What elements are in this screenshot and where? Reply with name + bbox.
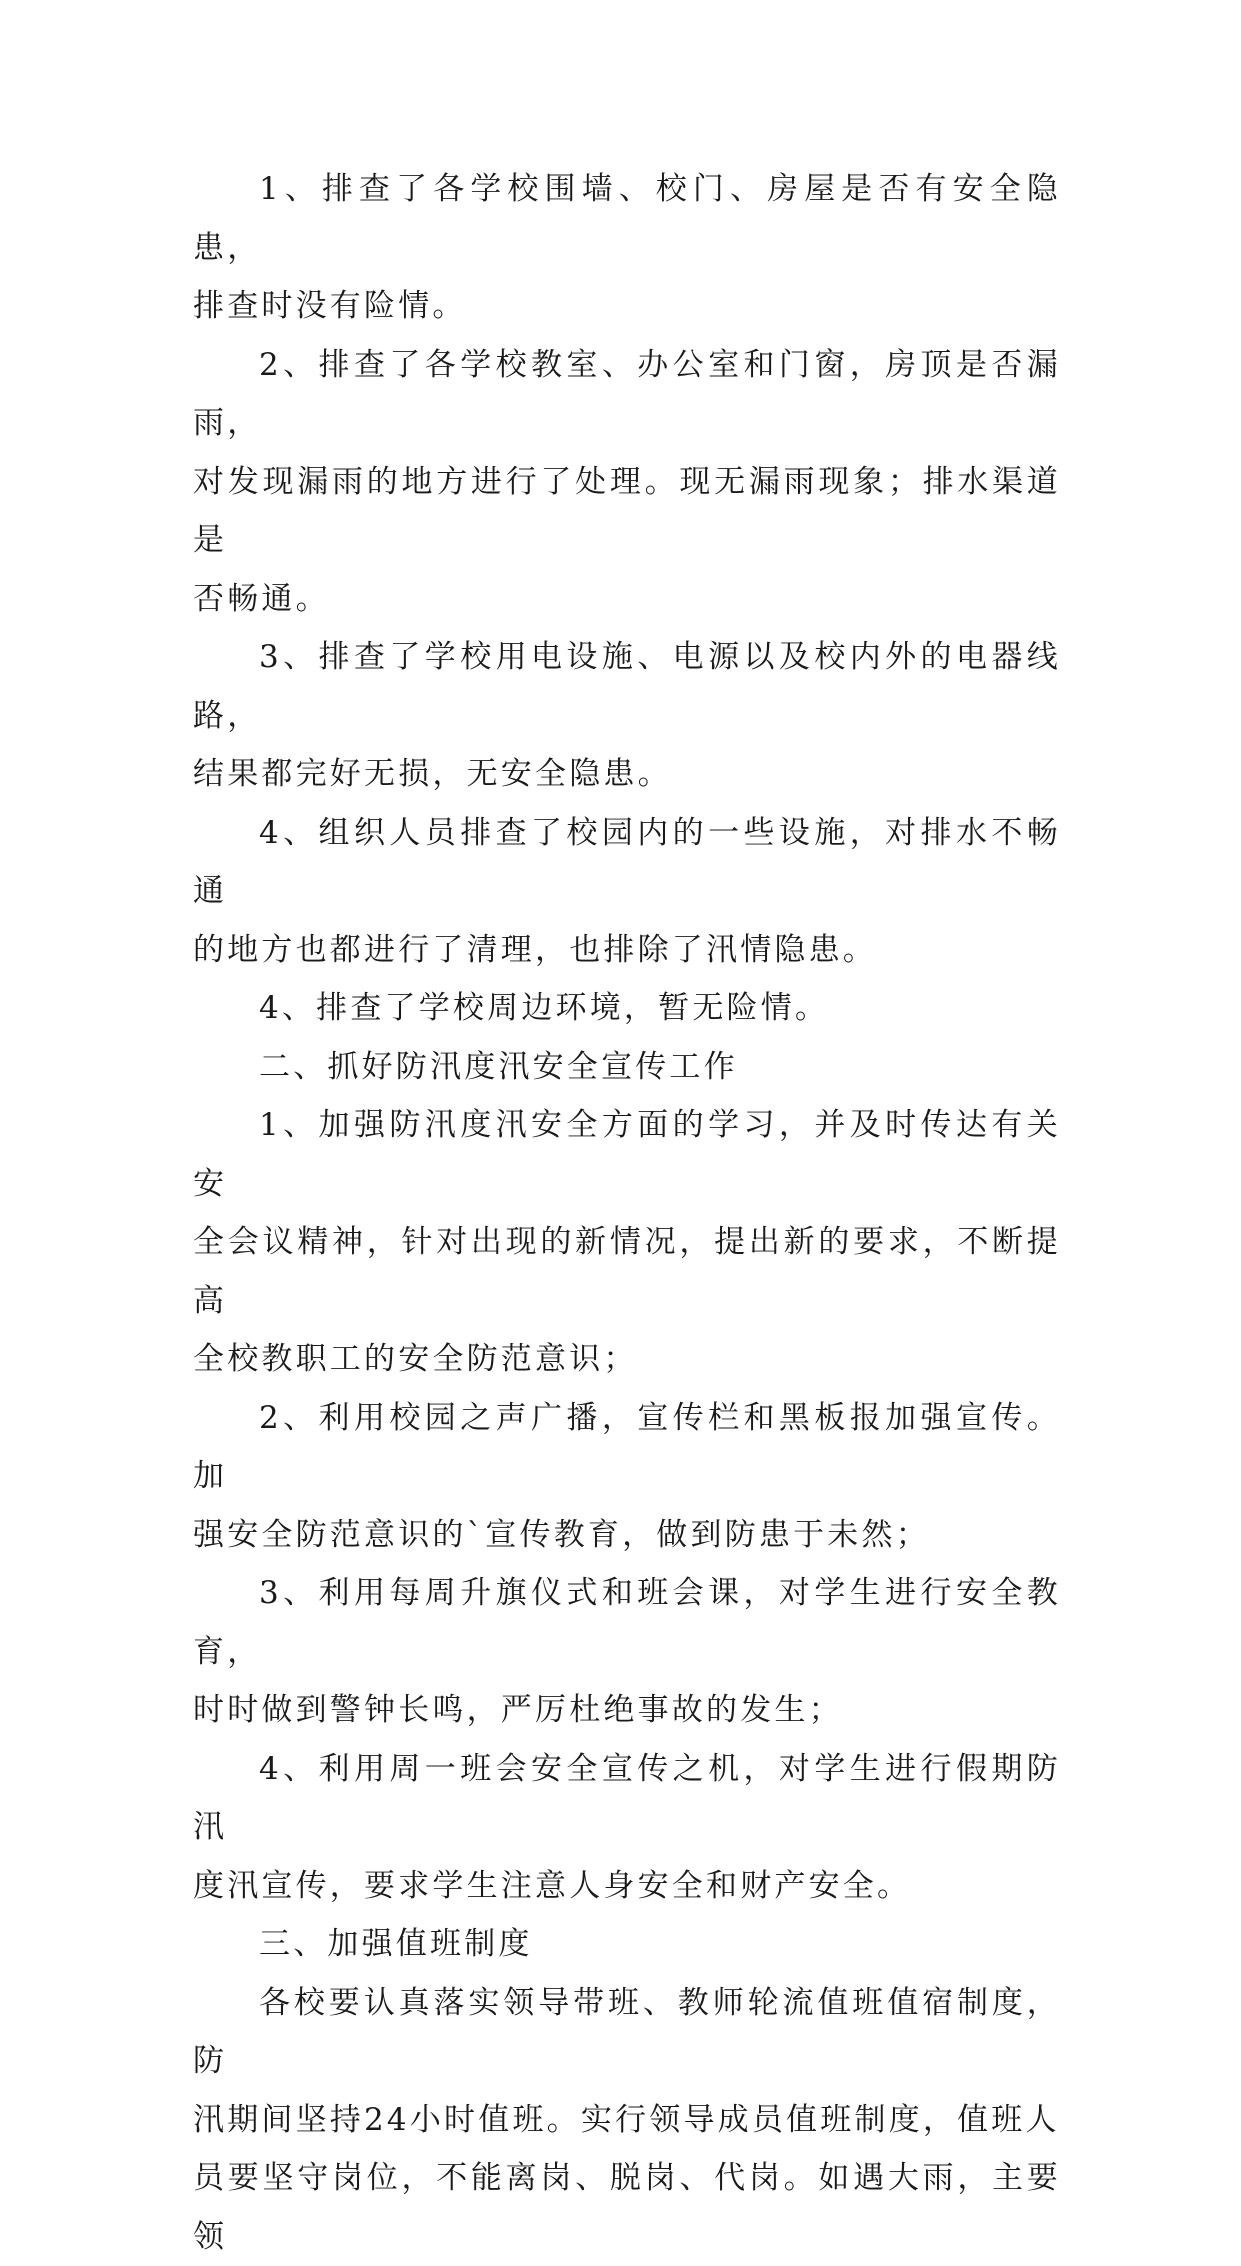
text-line: 全校教职工的安全防范意识； (193, 1330, 1061, 1389)
paragraph-publicity-broadcast (193, 1389, 1061, 1565)
paragraph-inspection-roofs (193, 336, 1061, 629)
text-line: 度汛宣传，要求学生注意人身安全和财产安全。 (193, 1857, 1061, 1916)
paragraph-inspection-electrical (193, 628, 1061, 804)
text-line: 4、利用周一班会安全宣传之机，对学生进行假期防汛 (193, 1740, 1061, 1857)
paragraph-publicity-study (193, 1096, 1061, 1389)
text-line: 否畅通。 (193, 570, 1061, 629)
text-line: 时时做到警钟长鸣，严厉杜绝事故的发生； (193, 1681, 1061, 1740)
text-line: 2、排查了各学校教室、办公室和门窗，房顶是否漏雨， (193, 336, 1061, 453)
paragraph-inspection-facilities (193, 804, 1061, 980)
text-line: 3、排查了学校用电设施、电源以及校内外的电器线路， (193, 628, 1061, 745)
section-heading: 三、加强值班制度 (193, 1915, 1061, 1974)
paragraph-duty-system (193, 1974, 1061, 2266)
text-line: 对发现漏雨的地方进行了处理。现无漏雨现象；排水渠道是 (193, 453, 1061, 570)
section-heading: 二、抓好防汛度汛安全宣传工作 (193, 1038, 1061, 1097)
paragraph-inspection-surroundings (193, 979, 1061, 1038)
document-body (193, 160, 1061, 2266)
text-line: 3、利用每周升旗仪式和班会课，对学生进行安全教育， (193, 1564, 1061, 1681)
text-line: 全会议精神，针对出现的新情况，提出新的要求，不断提高 (193, 1213, 1061, 1330)
text-line: 2、利用校园之声广播，宣传栏和黑板报加强宣传。加 (193, 1389, 1061, 1506)
section-heading-publicity (193, 1038, 1061, 1097)
text-line: 结果都完好无损，无安全隐患。 (193, 745, 1061, 804)
text-line: 排查时没有险情。 (193, 277, 1061, 336)
text-line: 员要坚守岗位，不能离岗、脱岗、代岗。如遇大雨，主要领 (193, 2149, 1061, 2266)
text-line: 1、排查了各学校围墙、校门、房屋是否有安全隐患， (193, 160, 1061, 277)
section-heading-duty (193, 1915, 1061, 1974)
text-line: 汛期间坚持24小时值班。实行领导成员值班制度，值班人 (193, 2091, 1061, 2150)
paragraph-publicity-flag-ceremony (193, 1564, 1061, 1740)
text-line: 的地方也都进行了清理，也排除了汛情隐患。 (193, 921, 1061, 980)
text-line: 4、排查了学校周边环境，暂无险情。 (193, 979, 1061, 1038)
paragraph-inspection-walls (193, 160, 1061, 336)
text-line: 各校要认真落实领导带班、教师轮流值班值宿制度，防 (193, 1974, 1061, 2091)
text-line: 强安全防范意识的`宣传教育，做到防患于未然； (193, 1506, 1061, 1565)
text-line: 1、加强防汛度汛安全方面的学习，并及时传达有关安 (193, 1096, 1061, 1213)
paragraph-publicity-class-meeting (193, 1740, 1061, 1916)
text-line: 4、组织人员排查了校园内的一些设施，对排水不畅通 (193, 804, 1061, 921)
